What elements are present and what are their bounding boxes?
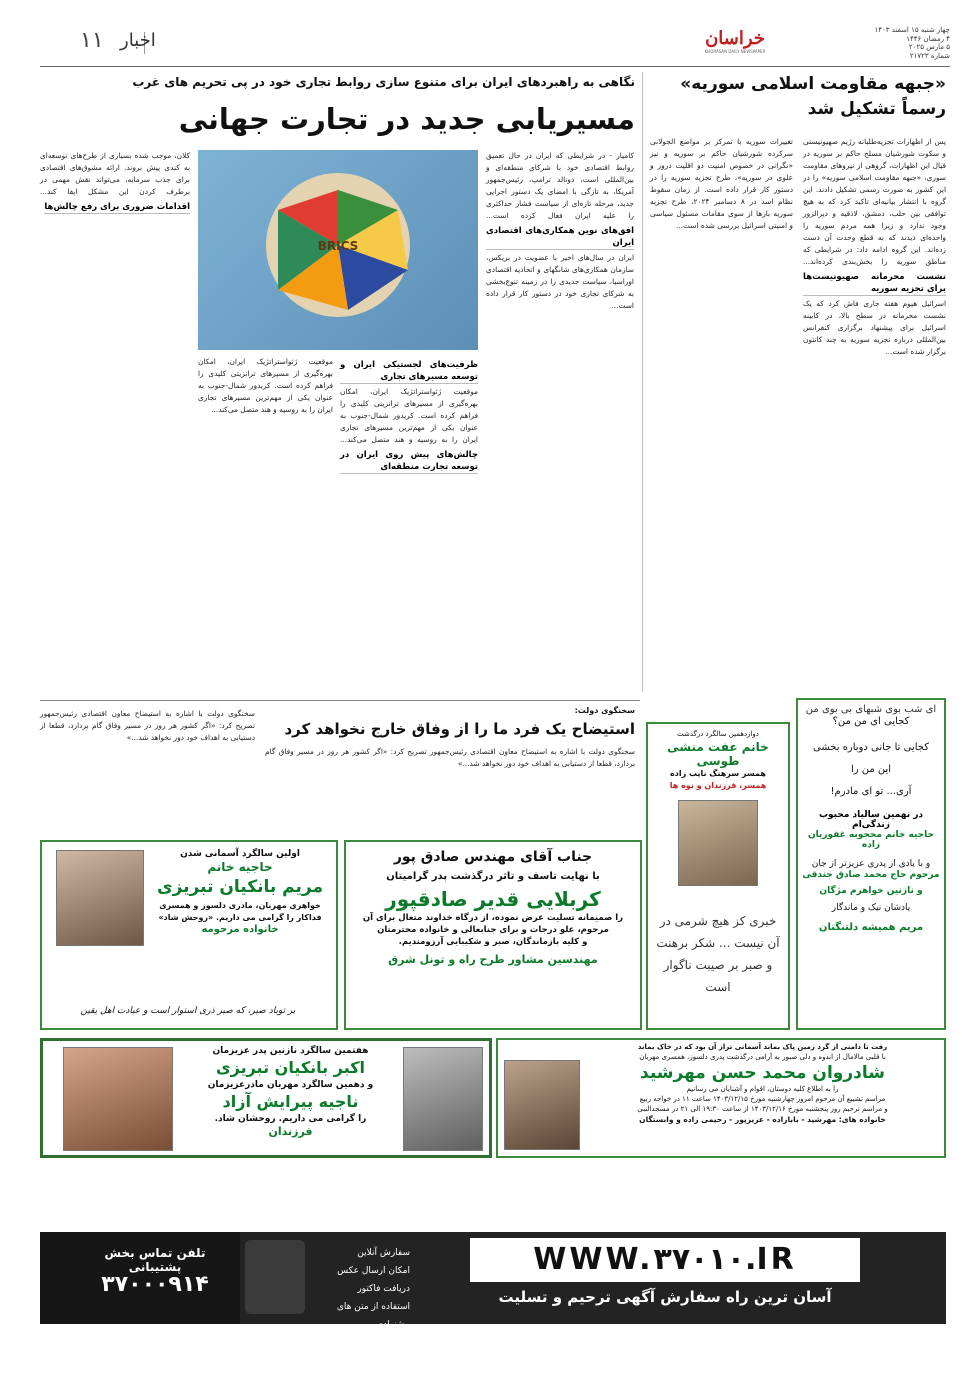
ad-order-banner bbox=[40, 1232, 946, 1330]
article-syria: «جبهه مقاومت اسلامی سوریه» رسماً تشکیل شد پس از اظهارات تجزیه‌طلبانه رژیم صهیونیستی و سکوت شورشیان مسلح حاکم بر سوریه در قبال این اظهارات، گروهی از نیروهای مقاومت سوری، «جبهه مقاومت اسلامی سوریه» را در این کشور به صورت رسمی تشکیل دادند. این گروه با انتشار بیانیه‌ای تاکید کرد که به هیچ توافقی بین حلب، دمشق، لاذقیه و دیرالزور وجود ندارد و زیرا همه مردم سوریه را واحده‌ای دیدند که به قطع وحدت آن دست زده‌اند. این گروه ادامه داد: در شرایطی که مناطق سوریه را بخش‌بندی کرده‌اند... نشست محرمانه صهیونیست‌ها برای تجزیه سوریه اسرائیل هیوم هفته جاری فاش کرد که یک نشست محرمانه در سطح بالا، در کابینه اسرائیل برای پیشنهاد برگزاری کنفرانس بین‌المللی درباره تجزیه سوریه به چند کانتون برگزار شده است... تغییرات سوریه با تمرکز بر مواضع الجولانی سرکرده شورشیان حاکم بر سوریه و نیز «نگرانی در خصوص امنیت دو اقلیت دروز و علوی در سوریه»، طرح تجزیه سوریه را در دستور کار قرار داده است. از زمان سقوط نظام اسد در ۸ دسامبر ۲۰۲۴، طرح تجزیه سوریه بارها از سوی مقامات مسئول سیاسی و امنیتی اسرائیل بررسی شده است... bbox=[650, 74, 946, 356]
ad-memorial-mother: ای شب بوی شبهای بی بوی من کجایی ای من من؟ کجایی تا جانی دوباره بخشی این من را آری... تو ای مادرم! در نهمین سالیاد محبوب زندگی‌ام حاجیه خانم محجوبه غفوریان زاده و با یادی از پدری عزیزتر از جان مرحوم حاج محمد صادق جندقی و نازنین خواهرم مژگان یادشان نیک و ماندگار مریم همیشه دلتنگتان bbox=[796, 698, 946, 1030]
banner-item: سفارش آنلاین bbox=[357, 1248, 410, 1258]
puzzle-hands-image bbox=[198, 150, 478, 350]
subheading: چالش‌های پیش روی ایران در توسعه تجارت منطقه‌ای bbox=[340, 450, 478, 472]
banner-slogan: آسان ترین راه سفارش آگهی ترحیم و تسلیت bbox=[498, 1288, 832, 1306]
masthead-logo: خراسان KHORASAN DAILY NEWSPAPER bbox=[704, 28, 766, 54]
banner-item: امکان ارسال عکس bbox=[337, 1266, 410, 1276]
banner-item: دریافت فاکتور bbox=[357, 1284, 410, 1294]
poem-caption: خبری کز هیچ شرمی در آن نیست ... شکر برهنت و صبر بر صیبت ناگوار است bbox=[656, 914, 780, 994]
brics-label: BRICS bbox=[317, 239, 359, 253]
headline: «جبهه مقاومت اسلامی سوریه» bbox=[680, 74, 946, 94]
support-label: تلفن تماس بخش پشتیبانی bbox=[104, 1246, 206, 1274]
page-number: ۱۱ bbox=[80, 28, 104, 53]
ad-condolence-sadeghpour: جناب آقای مهندس صادق پور با نهایت تاسف و تاثر درگذشت پدر گرامیتان کربلایی قدیر صادقپور را صمیمانه تسلیت عرض نموده، از درگاه خداوند متعال برای آن مرحوم، علو درجات و برای جنابعالی و خانواده محترمتان و کلیه بازماندگان، صبر و شکیبایی آرزومندیم. مهندسین مشاور طرح راه و تونل شرق bbox=[344, 840, 642, 1030]
date-box: چهار شنبه ۱۵ اسفند ۱۴۰۳ ۴ رمضان ۱۴۴۶ ۵ مارس ۲۰۲۵ شماره ۲۱۷۲۳ bbox=[874, 26, 950, 60]
portrait-photo bbox=[63, 1047, 173, 1151]
subheading: افق‌های نوین همکاری‌های اقتصادی ایران bbox=[486, 226, 634, 248]
ad-memorial-eftekhar: دوازدهمین سالگرد درگذشت خانم عفت منشی طوسی همسر سرهنگ نایب زاده همسر، فرزندان و نوه ها خبری کز هیچ شرمی در آن نیست ... شکر برهنت و صبر بر صیبت ناگوار است bbox=[646, 722, 790, 1030]
banner-item: استفاده از متن های پیشنهادی bbox=[336, 1302, 410, 1330]
website-url[interactable]: WWW.۳۷۰۱۰.IR bbox=[470, 1238, 860, 1282]
portrait-photo bbox=[403, 1047, 483, 1151]
subheading: ظرفیت‌های لجستیکی ایران و توسعه مسیرهای تجاری bbox=[340, 360, 478, 382]
ad-obituary-mehrshid: رفت تا دامنی از گرد زمین پاک بماند آسمانی تراز آن بود که در خاک بماند با قلبی مالامال از اندوه و دلی صبور به آرامی درگذشت پدری دلسوز، همسری مهربان شادروان محمد حسن مهرشید را به اطلاع کلیه دوستان، اقوام و آشنایان می رسانیم مراسم تشییع آن مرحوم امروز چهارشنبه مورخ ۱۴۰۳/۱۲/۱۵ ساعت ۱۱ در خواجه ربیع و مراسم ترحیم روز پنجشنبه مورخ ۱۴۰۳/۱۲/۱۶ از ساعت ۱۹:۳۰ الی ۲۱ در مسجدالنبی خانواده های: مهرشید - بابازاده - عزیزپور - رحیمی زاده و وابستگان bbox=[496, 1038, 946, 1158]
kicker: نگاهی به راهبردهای ایران برای متنوع سازی روابط تجاری خود در پی تحریم های غرب bbox=[132, 75, 635, 89]
section-name: اخبار bbox=[120, 30, 156, 51]
subheading: نشست محرمانه صهیونیست‌ها برای تجزیه سوریه bbox=[803, 272, 946, 294]
brics-illustration bbox=[198, 150, 478, 350]
portrait-photo bbox=[504, 1060, 580, 1150]
headline: استیضاح یک فرد ما را از وفاق خارج نخواهد کرد bbox=[284, 720, 635, 738]
ad-anniversary-maryam: اولین سالگرد آسمانی شدن حاجیه خانم مریم بانکیان تبریزی خواهری مهربان، مادری دلسوز و همسری فداکار را گرامی می داریم. «روحش شاد» خانواده مرحومه بر توباد صبر، که صبر ذری استوار است و عبادت اهل یقین bbox=[40, 840, 338, 1030]
support-phone[interactable]: ۳۷۰۰۰۹۱۴ bbox=[101, 1272, 209, 1297]
headline-2: رسماً تشکیل شد bbox=[807, 99, 946, 119]
ad-anniversary-parents: هفتمین سالگرد نازنین پدر عزیزمان اکبر بانکیان تبریزی و دهمین سالگرد مهربان مادرعزیزمان ناجیه پیرایش آزاد را گرامی می داریم. روحشان شاد. فرزندان bbox=[40, 1038, 492, 1158]
portrait-photo bbox=[56, 850, 144, 946]
headline: مسیریابی جدید در تجارت جهانی bbox=[178, 102, 635, 136]
page-header bbox=[40, 26, 960, 64]
subheading: اقدامات ضروری برای رفع چالش‌ها bbox=[44, 202, 190, 212]
article-label: سخنگوی دولت: bbox=[574, 706, 635, 715]
article-trade: نگاهی به راهبردهای ایران برای متنوع سازی روابط تجاری خود در پی تحریم های غرب مسیریابی جدید در تجارت جهانی کلان، موجب شده بسیاری از طرح‌های توسعه‌ای به کندی پیش بروند. ارائه مشوق‌های اقتصادی برای جذب سرمایه، می‌تواند نقش مهمی در برطرف کردن این مشکل ایفا کند... اقدامات ضروری برای رفع چالش‌ها BRICS کامیار - در شرایطی که ایران در حال تعمیق روابط اقتصادی خود با شرکای منطقه‌ای و بین‌المللی است، دونالد ترامپ، رئیس‌جمهور آمریکا، به تازگی با امضای یک دستور اجرایی جدید، مرحله تازه‌ای از سیاست فشار حداکثری را علیه ایران فعال کرده است... افق‌های نوین همکاری‌های اقتصادی ایران ایران در سال‌های اخیر با عضویت در بریکس، سازمان همکاری‌های شانگهای و اتحادیه اقتصادی اوراسیا، سیاست جدیدی را در زمینه تنوع‌بخشی به شرکای تجاری خود در دستور کار قرار داده است... موقعیت ژئواستراتژیک ایران، امکان بهره‌گیری از مسیرهای ترانزیتی کلیدی را فراهم کرده است. کریدور شمال-جنوب به عنوان یکی از مهم‌ترین مسیرهای تجاری ایران را به روسیه و هند متصل می‌کند... ظرفیت‌های لجستیکی ایران و توسعه مسیرهای تجاری موقعیت ژئواستراتژیک ایران، امکان بهره‌گیری از مسیرهای ترانزیتی کلیدی را فراهم کرده است. کریدور شمال-جنوب به عنوان یکی از مهم‌ترین مسیرهای تجاری ایران را به روسیه و هند متصل می‌کند... چالش‌های پیش روی ایران در توسعه تجارت منطقه‌ای bbox=[40, 72, 635, 692]
article-spokesman: سخنگوی دولت: استیضاح یک فرد ما را از وفاق خارج نخواهد کرد سخنگوی دولت با اشاره به استیضاح معاون اقتصادی رئیس‌جمهور تصریح کرد: «اگر کشور هر روز در مسیر وفاق گام بردارد، قطعا از دستیابی به اهداف خود دور نخواهد شد...» سخنگوی دولت با اشاره به استیضاح معاون اقتصادی رئیس‌جمهور تصریح کرد: «اگر کشور هر روز در مسیر وفاق گام بردارد، قطعا از دستیابی به اهداف خود دور نخواهد شد...» bbox=[40, 706, 635, 768]
laptop-icon bbox=[245, 1240, 305, 1314]
portrait-photo bbox=[678, 800, 758, 886]
